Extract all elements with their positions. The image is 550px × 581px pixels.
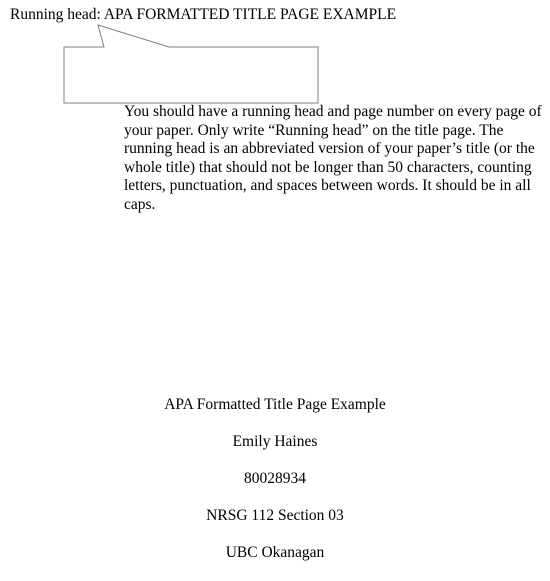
- running-head: Running head: APA FORMATTED TITLE PAGE EXAMPLE: [10, 6, 397, 23]
- callout-outline: [64, 25, 318, 103]
- course-section: NRSG 112 Section 03: [206, 507, 344, 524]
- title-block: [0, 396, 550, 581]
- author-name: Emily Haines: [232, 433, 318, 450]
- callout-box: [0, 0, 550, 120]
- paper-title: APA Formatted Title Page Example: [164, 396, 386, 413]
- student-number: 80028934: [244, 470, 306, 487]
- institution-name: UBC Okanagan: [225, 544, 325, 561]
- callout-note: You should have a running head and page number on every page of your paper. Only write “Running head” on the title page. The running head is an abbreviated version of your paper’s title (or the whole title) that should not be longer than 50 characters, counting letters, punctuation, and spaces between words. It should be in all caps.: [124, 103, 542, 213]
